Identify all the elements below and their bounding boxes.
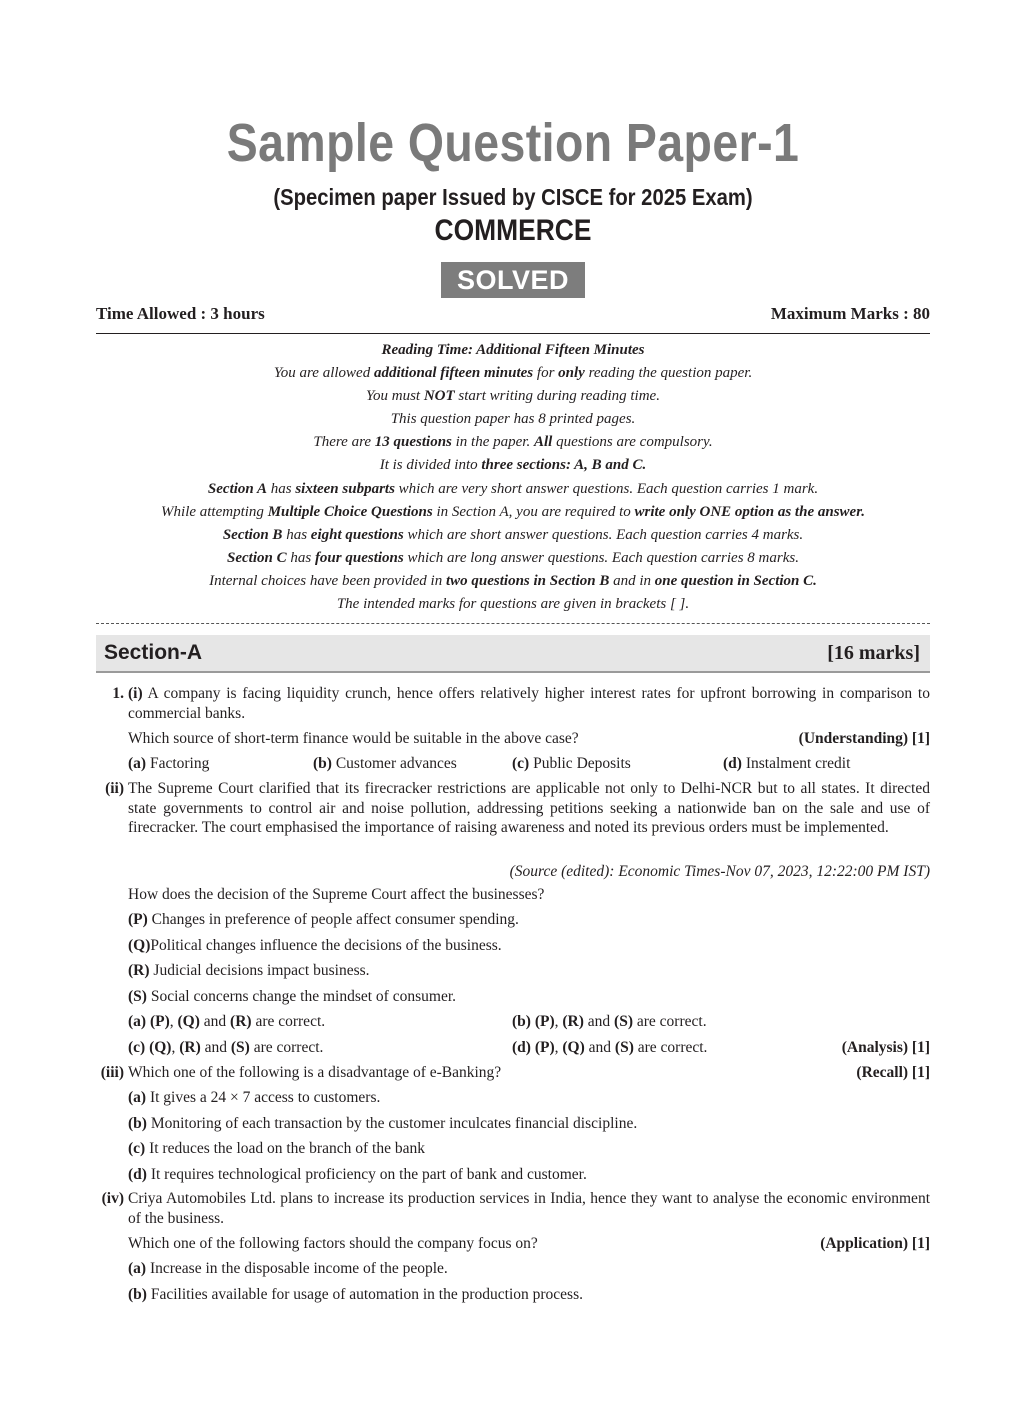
subpart-i-ask-row (128, 729, 930, 749)
statement-text: Political changes influence the decisions of the business. (150, 936, 502, 954)
statement-key: (R) (128, 962, 154, 979)
instruction-line (96, 362, 930, 385)
subpart-iv-stem: Criya Automobiles Ltd. plans to increase its production services in India, hence they want to analyse the economic environment of the business. (128, 1190, 930, 1227)
text-run: Multiple Choice Questions (267, 503, 433, 520)
header-rule (96, 333, 930, 334)
text-run: four questions (314, 549, 404, 566)
question-number: 1. (112, 685, 124, 702)
option-key: (d) (128, 1165, 151, 1183)
text-run: , (169, 1013, 178, 1030)
text-run: which are short answer questions. Each question carries 4 marks. (403, 526, 804, 543)
option-key: (a) (128, 755, 150, 772)
subpart-label: (i) (128, 685, 143, 702)
text-run: 13 questions (374, 434, 452, 451)
text-run: for (533, 365, 559, 382)
text-run: (P) (534, 1039, 555, 1056)
option-text: Monitoring of each transaction by the customer inculcates financial discipline. (150, 1114, 638, 1132)
option-key: (b) (313, 755, 336, 772)
section-header (96, 635, 930, 673)
text-run: (Q) (149, 1039, 172, 1056)
instruction-line (96, 408, 930, 431)
text-run: has (266, 480, 296, 497)
section-marks: [16 marks] (827, 641, 920, 664)
option-item (723, 754, 850, 774)
option-text: Public Deposits (533, 755, 631, 772)
text-run: two questions in Section B (445, 572, 610, 589)
instruction-line (96, 501, 930, 524)
option-item (128, 1012, 325, 1032)
option-item (128, 1088, 380, 1108)
option-key: (c) (512, 755, 534, 772)
option-key: (b) (512, 1013, 535, 1030)
subject-name: COMMERCE (434, 214, 592, 247)
text-run: reading the question paper. (584, 365, 753, 382)
subpart-label: (ii) (105, 780, 124, 797)
text-run: You must (366, 388, 424, 405)
statement-text: Changes in preference of people affect consumer spending. (151, 911, 519, 928)
text-run: and (200, 1039, 231, 1056)
option-key: (a) (128, 1089, 150, 1106)
subpart-label: (iii) (100, 1064, 124, 1081)
text-run: are correct. (633, 1039, 708, 1056)
statement-item (128, 961, 370, 981)
instruction-line (96, 454, 930, 477)
text-run: All (533, 434, 553, 451)
text-run: NOT (423, 388, 455, 405)
subpart-i-stem: A company is facing liquidity crunch, hence offers relatively higher interest rates for upfront borrowing in comparison to commercial banks. (128, 685, 930, 722)
maximum-marks: Maximum Marks : 80 (770, 304, 930, 323)
text-run: (S) (614, 1013, 633, 1030)
option-item (128, 754, 209, 774)
dashed-divider (96, 623, 930, 624)
paper-subtitle: (Specimen paper Issued by CISCE for 2025 Exam) (273, 184, 753, 210)
option-text: Factoring (149, 755, 210, 772)
subpart-ii-tag: (Analysis) [1] (841, 1039, 930, 1056)
option-key: (b) (128, 1285, 151, 1303)
subpart-i-tag: (Understanding) [1] (798, 730, 930, 747)
option-item (128, 1038, 323, 1058)
time-allowed: Time Allowed : 3 hours (96, 304, 265, 323)
option-item (128, 1259, 448, 1279)
subpart-iii-ask: Which one of the following is a disadvantage of e-Banking? (128, 1064, 502, 1081)
text-run: questions are compulsory. (552, 434, 713, 451)
instruction-line (96, 385, 930, 408)
statement-item (128, 987, 456, 1007)
section-name: Section-A (104, 641, 203, 664)
option-key: (d) (512, 1039, 535, 1056)
text-run: eight questions (310, 526, 404, 543)
paper-meta (96, 304, 930, 324)
text-run: in the paper. (451, 434, 534, 451)
text-run: Reading Time: Additional Fifteen Minutes (381, 342, 645, 358)
text-run: and (199, 1013, 231, 1030)
text-run: write only ONE option as the answer. (634, 503, 865, 520)
option-text: It requires technological proficiency on the part of bank and customer. (150, 1165, 587, 1183)
instruction-line (96, 478, 930, 501)
instruction-line (96, 547, 930, 570)
option-item (512, 1012, 707, 1032)
text-run: sixteen subparts (295, 480, 395, 497)
text-run: (R) (230, 1013, 252, 1030)
subpart-ii-ask-row (128, 885, 930, 905)
statement-key: (P) (128, 911, 152, 928)
option-text: Instalment credit (745, 755, 851, 772)
text-run: (S) (230, 1039, 250, 1056)
subpart-ii-stem: The Supreme Court clarified that its firecracker restrictions are applicable not only to Delhi-NCR but to all states. It directed state governments to control air and noise pollution, addressing petitions seeking a nationwide ban on the sale and use of firecracker. The court emphasised the importance of raising awareness and noted its previous orders must be implemented. (128, 780, 930, 836)
solved-badge-wrap (96, 262, 930, 298)
text-run: (Q) (562, 1039, 585, 1056)
option-item (313, 754, 457, 774)
text-run: You are allowed (273, 365, 374, 382)
instruction-line (96, 593, 930, 616)
text-run: Section B (222, 526, 283, 543)
paper-title: Sample Question Paper-1 (226, 113, 800, 173)
option-key: (d) (723, 755, 746, 772)
text-run: one question in Section C. (654, 572, 817, 589)
statement-key: (Q) (128, 936, 151, 954)
text-run: three sections: A, B and C. (481, 457, 647, 474)
option-item (512, 1038, 707, 1058)
instruction-line (96, 431, 930, 454)
option-item (128, 1114, 637, 1134)
text-run: are correct. (251, 1013, 326, 1030)
option-key: (c) (128, 1039, 150, 1056)
subpart-iii-tag: (Recall) [1] (856, 1064, 930, 1081)
instruction-line (96, 339, 930, 362)
text-run: Section A (207, 480, 267, 497)
text-run: which are long answer questions. Each question carries 8 marks. (403, 549, 799, 566)
text-run: are correct. (249, 1039, 324, 1056)
source-citation: (Source (edited): Economic Times-Nov 07, 2023, 12:22:00 PM IST) (509, 863, 930, 880)
text-run: There are (313, 434, 375, 451)
subpart-i-text (128, 684, 930, 723)
option-key: (a) (128, 1260, 150, 1277)
statement-key: (S) (128, 987, 151, 1005)
text-run: The intended marks for questions are given in brackets [ ]. (336, 596, 690, 613)
text-run: , (554, 1013, 563, 1030)
text-run: (R) (179, 1039, 201, 1056)
option-item (128, 1165, 587, 1185)
text-run: and (583, 1013, 615, 1030)
subpart-iv-ask-row (128, 1234, 930, 1254)
subpart-i-ask: Which source of short-term finance would be suitable in the above case? (128, 730, 579, 747)
text-run: While attempting (161, 503, 268, 520)
text-run: (P) (534, 1013, 555, 1030)
text-run: Section C (227, 549, 287, 566)
subpart-label: (iv) (101, 1190, 124, 1207)
option-text: It reduces the load on the branch of the bank (149, 1140, 425, 1157)
text-run: , (554, 1039, 563, 1056)
text-run: start writing during reading time. (454, 388, 660, 405)
option-text: Customer advances (335, 755, 457, 772)
text-run: only (558, 365, 585, 382)
text-run: additional fifteen minutes (373, 365, 534, 382)
statement-item (128, 910, 519, 930)
statement-text: Judicial decisions impact business. (153, 962, 370, 979)
option-item (128, 1285, 583, 1305)
text-run: (S) (614, 1039, 634, 1056)
subpart-iv-tag: (Application) [1] (820, 1235, 930, 1252)
text-run: in Section A, you are required to (432, 503, 635, 520)
subpart-iii-ask-row (128, 1063, 930, 1083)
statement-text: Social concerns change the mindset of consumer. (150, 987, 456, 1005)
statement-item (128, 936, 502, 956)
text-run: and (584, 1039, 615, 1056)
subpart-ii-ask: How does the decision of the Supreme Court affect the businesses? (128, 886, 545, 903)
option-item (128, 1139, 425, 1159)
instruction-line (96, 524, 930, 547)
instruction-line (96, 570, 930, 593)
text-run: This question paper has 8 printed pages. (390, 411, 636, 428)
option-key: (b) (128, 1114, 151, 1132)
option-key: (a) (128, 1013, 150, 1030)
text-run: (P) (149, 1013, 170, 1030)
text-run: , (171, 1039, 180, 1056)
instructions-block (96, 339, 930, 616)
text-run: (Q) (177, 1013, 200, 1030)
text-run: (R) (562, 1013, 584, 1030)
text-run: has (286, 549, 315, 566)
option-key: (c) (128, 1140, 150, 1157)
option-text: Increase in the disposable income of the people. (149, 1260, 448, 1277)
text-run: It is divided into (379, 457, 482, 474)
option-item (512, 754, 631, 774)
text-run: are correct. (633, 1013, 707, 1030)
solved-badge: SOLVED (441, 262, 585, 298)
option-text: It gives a 24 × 7 access to customers. (149, 1089, 381, 1106)
option-text: Facilities available for usage of automation in the production process. (150, 1285, 583, 1303)
text-run: has (282, 526, 311, 543)
text-run: which are very short answer questions. Each question carries 1 mark. (394, 480, 819, 497)
text-run: Internal choices have been provided in (209, 572, 446, 589)
text-run: and in (609, 572, 655, 589)
subpart-iv-ask: Which one of the following factors should the company focus on? (128, 1235, 538, 1252)
